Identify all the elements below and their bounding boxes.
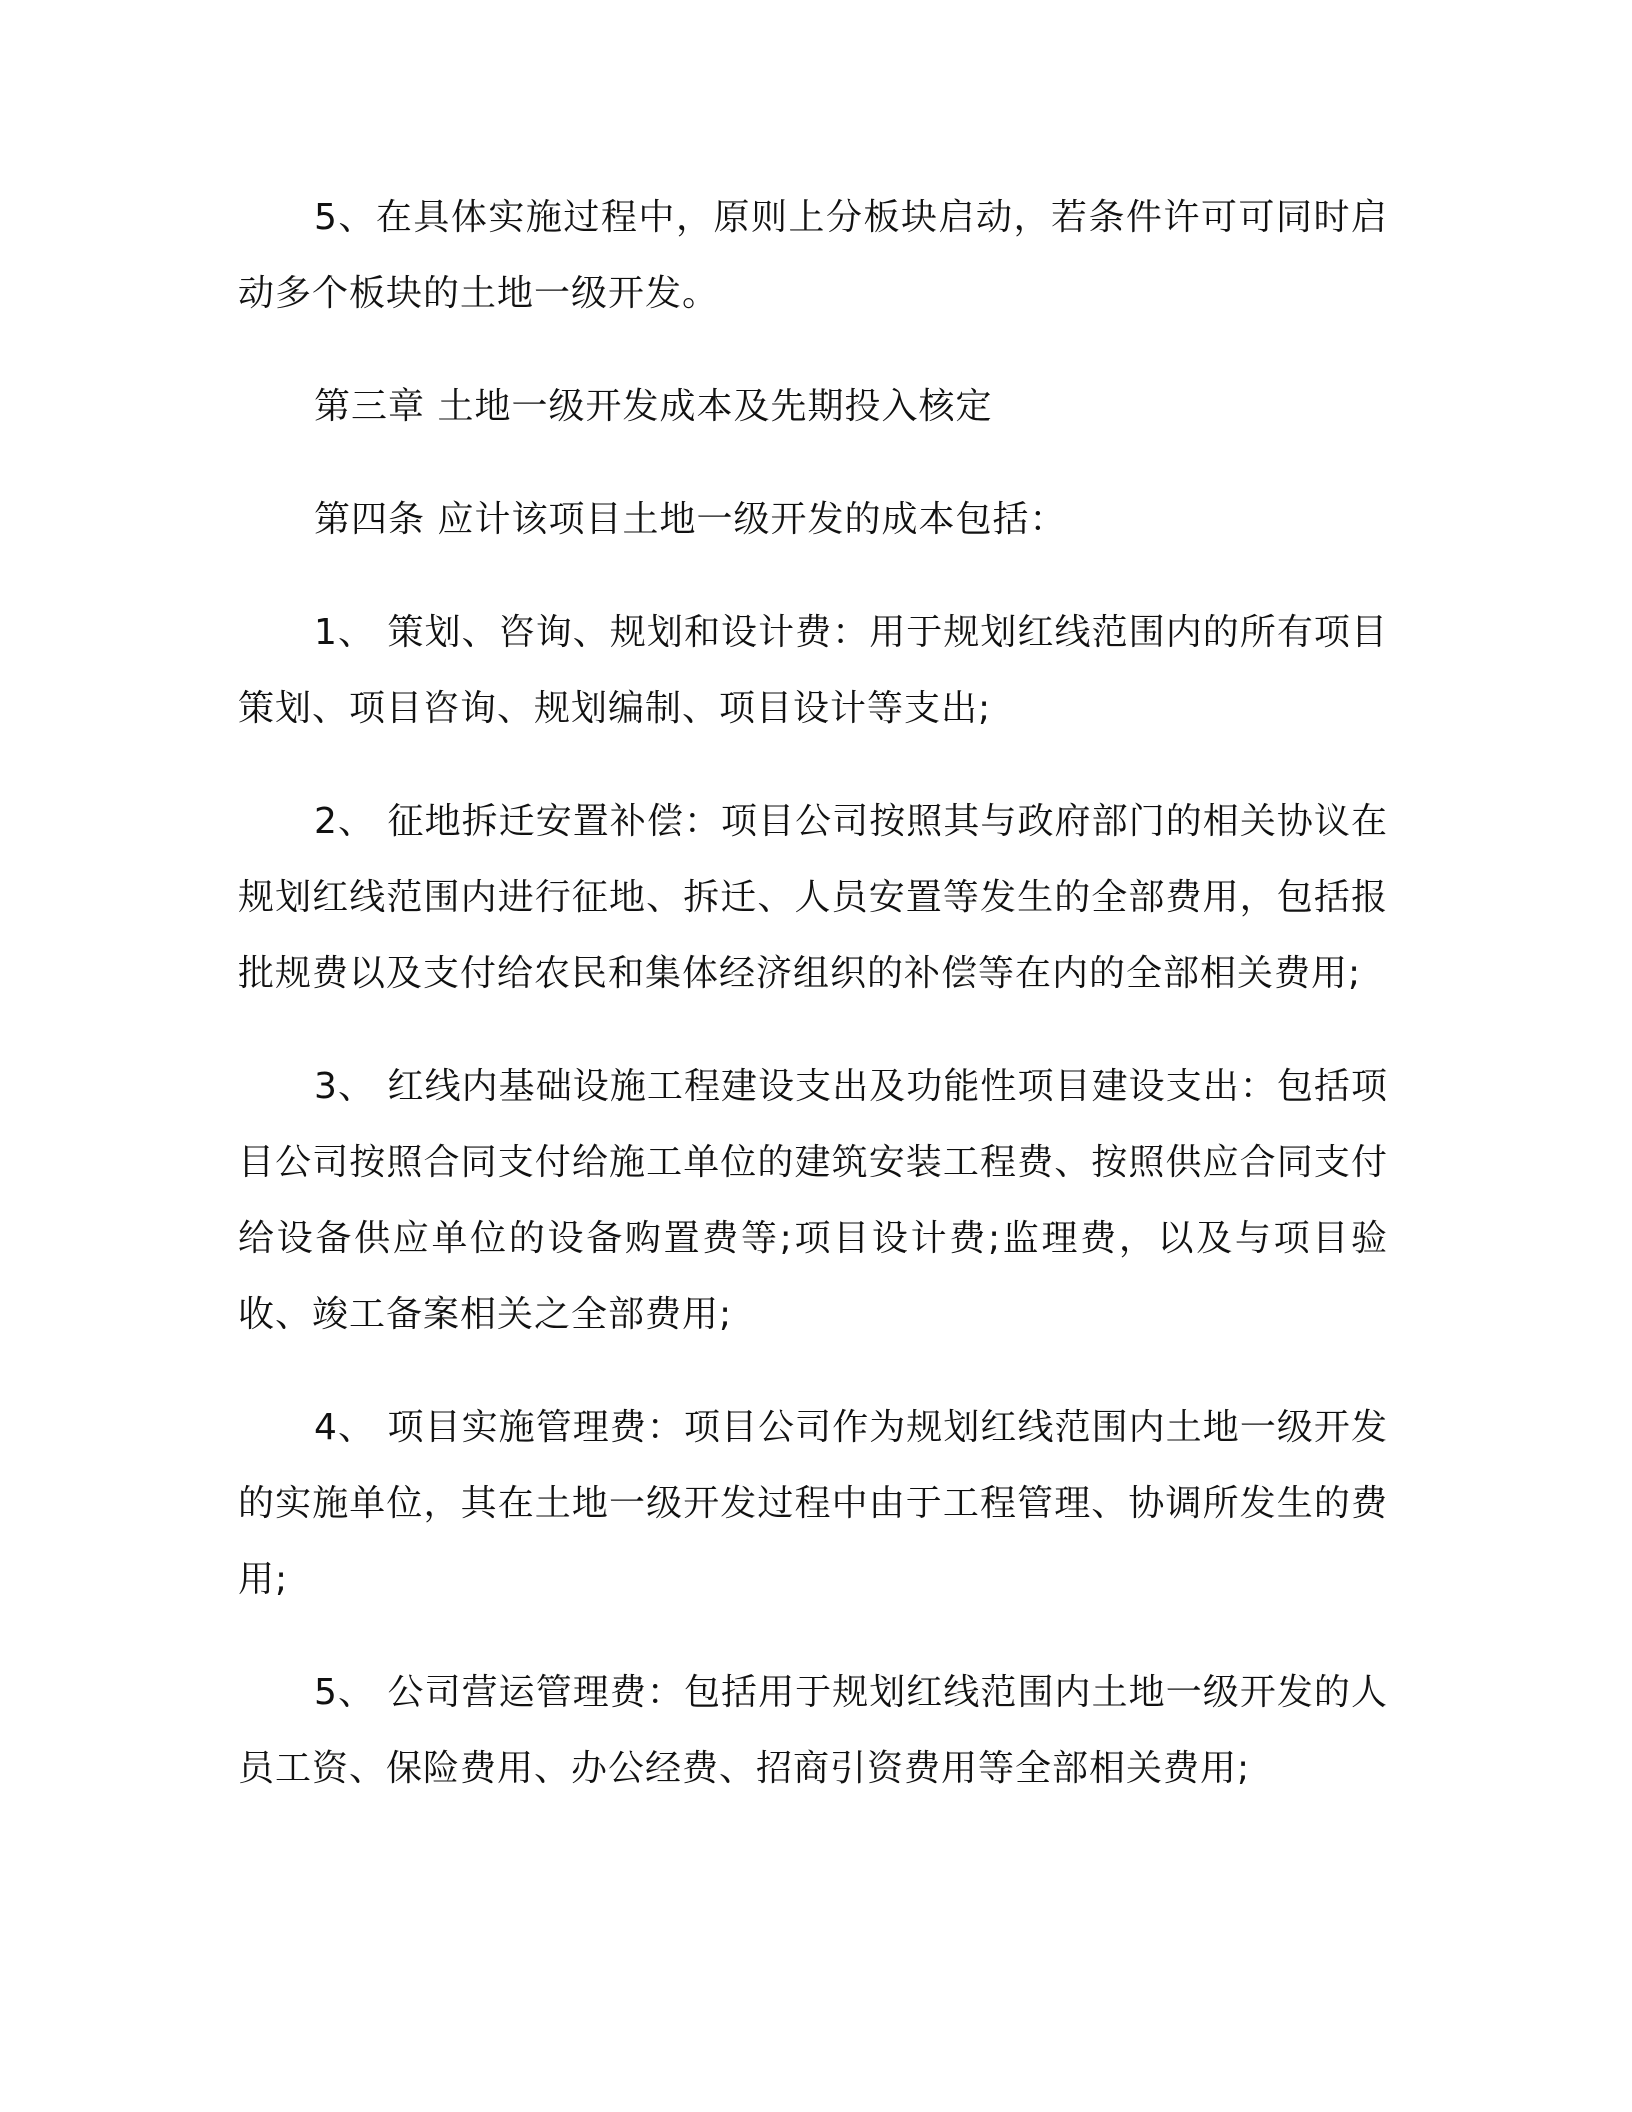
cost-item-infrastructure: 3、 红线内基础设施工程建设支出及功能性项目建设支出：包括项目公司按照合同支付给施工单位的建筑安装工程费、按照供应合同支付给设备供应单位的设备购置费等;项目设计费;监理费，以及与项目验收、竣工备案相关之全部费用; — [238, 1066, 1388, 1335]
article-heading: 第四条 应计该项目土地一级开发的成本包括： — [314, 499, 1067, 540]
paragraph-implementation-note: 5、在具体实施过程中，原则上分板块启动，若条件许可可同时启动多个板块的土地一级开发。 — [238, 197, 1388, 314]
cost-item-planning-design: 1、 策划、咨询、规划和设计费：用于规划红线范围内的所有项目策划、项目咨询、规划编制、项目设计等支出; — [238, 612, 1388, 729]
cost-item-project-management: 4、 项目实施管理费：项目公司作为规划红线范围内土地一级开发的实施单位，其在土地一级开发过程中由于工程管理、协调所发生的费用; — [238, 1407, 1388, 1600]
cost-item-operations: 5、 公司营运管理费：包括用于规划红线范围内土地一级开发的人员工资、保险费用、办公经费、招商引资费用等全部相关费用; — [238, 1672, 1388, 1789]
document-body — [238, 180, 1388, 1844]
cost-item-land-acquisition: 2、 征地拆迁安置补偿：项目公司按照其与政府部门的相关协议在规划红线范围内进行征地、拆迁、人员安置等发生的全部费用，包括报批规费以及支付给农民和集体经济组织的补偿等在内的全部相关费用; — [238, 801, 1388, 994]
chapter-heading: 第三章 土地一级开发成本及先期投入核定 — [314, 386, 993, 427]
